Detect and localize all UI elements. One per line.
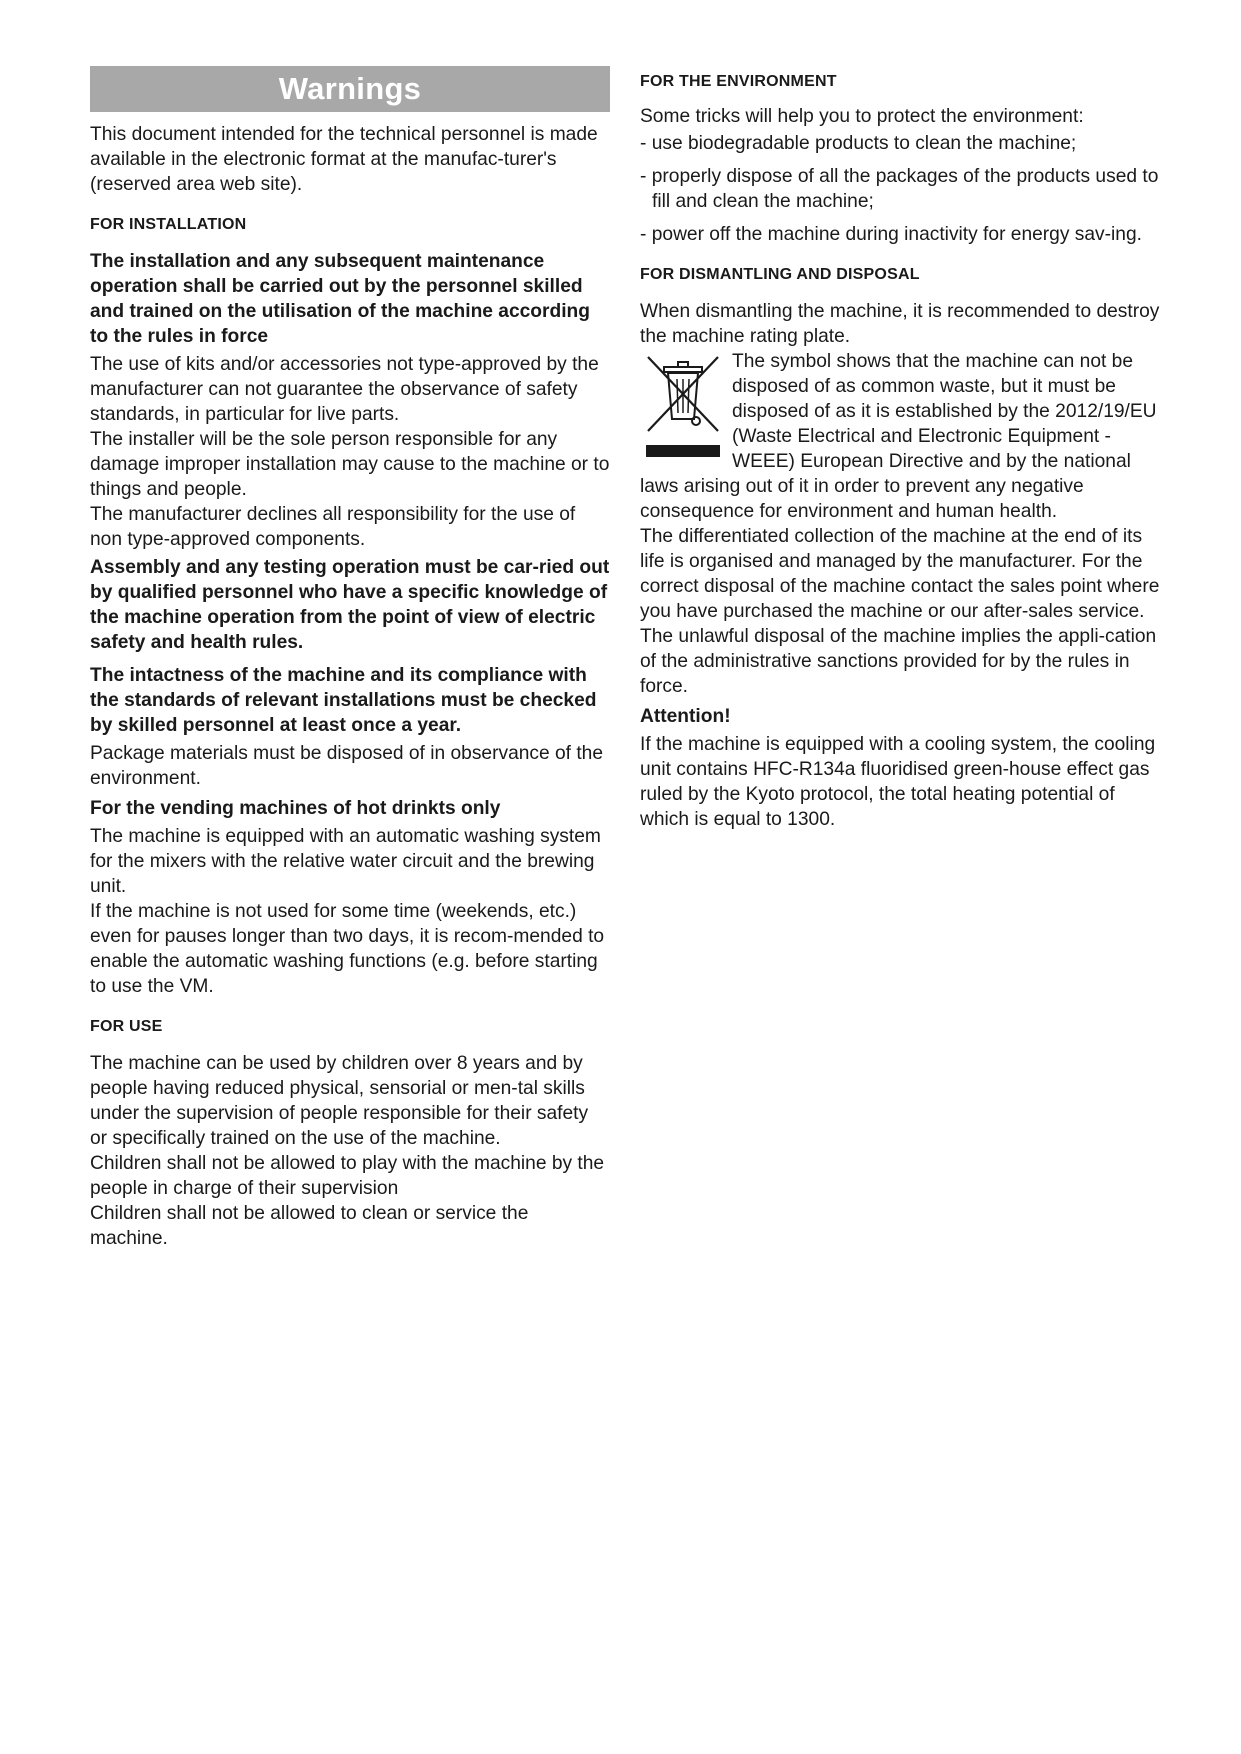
environment-intro: Some tricks will help you to protect the environment: (640, 106, 1084, 127)
hot-drinks-paragraph-1: The machine is equipped with an automatic washing system for the mixers with the relative water circuit and the brewing unit. (90, 826, 601, 897)
installation-paragraph-4: Package materials must be disposed of in observance of the environment. (90, 743, 604, 789)
environment-heading: FOR THE ENVIRONMENT (640, 73, 837, 90)
right-column (640, 66, 1160, 832)
environment-item-2: - properly dispose of all the packages of the products used to fill and clean the machine; (640, 166, 1159, 212)
crossed-out-wheelie-bin-icon (640, 351, 726, 461)
hot-drinks-paragraph-2: If the machine is not used for some time (weekends, etc.) even for pauses longer than two days, it is recom-mended to enable the automatic washing functions (e.g. before starting to use the VM. (90, 901, 605, 997)
attention-paragraph-1: If the machine is equipped with a cooling system, the cooling unit contains HFC-R134a fluoridised green-house effect gas (640, 734, 1156, 780)
use-paragraph-2: Children shall not be allowed to play with the machine by the people in charge of their supervision (90, 1153, 605, 1199)
disposal-paragraph-1: When dismantling the machine, it is recommended to destroy the machine rating plate. (640, 301, 1160, 347)
installation-bold-2: Assembly and any testing operation must be car-ried out by qualified personnel who have a specific knowledge of the machine operation from the point of view of electric safety and health rules. (90, 557, 610, 653)
installation-paragraph-1: The use of kits and/or accessories not type-approved by the manufacturer can not guarantee the observance of safety standards, in particular for live parts. (90, 354, 599, 425)
disposal-paragraph-4: The unlawful disposal of the machine implies the appli-cation of the administrative sanctions provided for by the rules in force. (640, 626, 1157, 697)
disposal-paragraph-3: The differentiated collection of the machine at the end of its life is organised and managed by the manufacturer. For the correct disposal of the machine contact the sales point where you have purchased the machine or our after-sales service. (640, 526, 1160, 622)
installation-paragraph-2: The installer will be the sole person responsible for any damage improper installation may cause to the machine or to things and people. (90, 429, 610, 500)
title-bar (90, 66, 610, 112)
environment-item-1: - use biodegradable products to clean the machine; (640, 133, 1077, 154)
disposal-heading: FOR DISMANTLING AND DISPOSAL (640, 266, 920, 283)
intro-paragraph: This document intended for the technical personnel is made available in the electronic format at the manufac-turer's (reserved area web site). (90, 124, 598, 195)
installation-heading: FOR INSTALLATION (90, 216, 247, 233)
attention-paragraph-2: ruled by the Kyoto protocol, the total heating potential of which is equal to 1300. (640, 784, 1115, 830)
hot-drinks-heading: For the vending machines of hot drinkts only (90, 798, 501, 819)
left-column (90, 66, 610, 1251)
use-heading: FOR USE (90, 1018, 163, 1035)
environment-item-3: - power off the machine during inactivity for energy sav-ing. (640, 224, 1142, 245)
installation-bold-1: The installation and any subsequent maintenance operation shall be carried out by the personnel skilled and trained on the utilisation of the machine according to the rules in force (90, 251, 590, 347)
use-paragraph-1: The machine can be used by children over 8 years and by people having reduced physical, sensorial or men-tal skills under the supervision of people responsible for their safety or specifically trained on the use of the machine. (90, 1053, 589, 1149)
use-paragraph-3: Children shall not be allowed to clean or service the machine. (90, 1203, 529, 1249)
weee-section (640, 349, 1160, 524)
attention-heading: Attention! (640, 706, 731, 727)
installation-bold-3: The intactness of the machine and its compliance with the standards of relevant installations must be checked by skilled personnel at least once a year. (90, 665, 597, 736)
page-title: Warnings (278, 71, 422, 106)
installation-paragraph-3: The manufacturer declines all responsibility for the use of non type-approved components. (90, 504, 576, 550)
disposal-paragraph-2: The symbol shows that the machine can not be disposed of as common waste, but it must be disposed of as it is established by the 2012/19/EU (Waste Electrical and Electronic Equipment - WEEE) European Directive and by the national laws arising out of it in order to prevent any negative consequence for environment and human health. (640, 351, 1157, 522)
